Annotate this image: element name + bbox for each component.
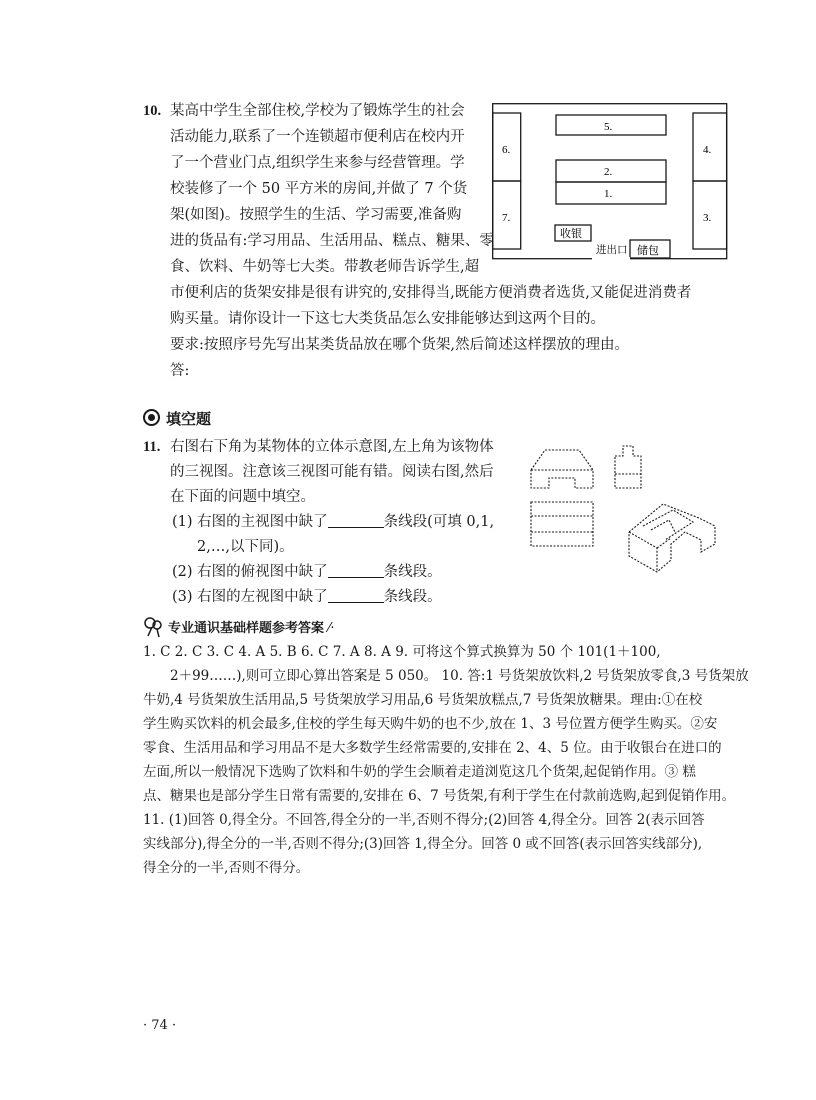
answer-line: 11. (1)回答 0,得全分。不回答,得全分的一半,否则不得分;(2)回答 4,得全分。回答 2(表示回答 — [143, 812, 705, 828]
q10-number: 10. — [143, 103, 162, 119]
answer-line: 实线部分),得全分的一半,否则不得分;(3)回答 1,得全分。回答 0 或不回答(表示回答实线部分), — [143, 836, 703, 852]
q10-line: 食、饮料、牛奶等七大类。带教老师告诉学生,超 — [170, 259, 480, 275]
q11-sub1-cont: 2,…,以下同)。 — [197, 539, 294, 555]
blank-line — [328, 513, 384, 528]
shelf-4-label: 4. — [703, 144, 712, 156]
q10-line: 进的货品有:学习用品、生活用品、糕点、糖果、零 — [170, 233, 494, 249]
section-heading — [143, 408, 211, 429]
q10-line: 要求:按照序号先写出某类货品放在哪个货架,然后简述这样摆放的理由。 — [170, 337, 629, 353]
blank-line — [328, 588, 384, 603]
bullet-circle-icon — [143, 409, 160, 426]
isometric-view — [629, 504, 715, 572]
q11-line: 在下面的问题中填空。 — [170, 489, 315, 505]
q11-line: 的三视图。注意该三视图可能有错。阅读右图,然后 — [170, 464, 494, 480]
entrance-label: 进出口 — [596, 245, 628, 256]
top-view — [531, 502, 593, 546]
blank-line — [328, 563, 384, 578]
three-view-figure — [525, 440, 725, 580]
q11-sub2: (2) 右图的俯视图中缺了 条线段。 — [172, 564, 442, 580]
q11-line: 右图右下角为某物体的立体示意图,左上角为该物体 — [170, 439, 494, 455]
q10-line: 架(如图)。按照学生的生活、学习需要,准备购 — [170, 207, 462, 223]
answers-header-title: 专业通识基础样题参考答案 — [168, 621, 325, 636]
page-number: · 74 · — [143, 1018, 177, 1033]
keys-icon — [143, 616, 165, 638]
storage-label: 储包 — [637, 245, 659, 257]
q10-line: 校装修了一个 50 平方米的房间,并做了 7 个货 — [170, 181, 468, 197]
q10-line: 购买量。请你设计一下这七大类货品怎么安排能够达到这两个目的。 — [170, 311, 605, 327]
answer-line: 2＋99……),则可立即心算出答案是 5 050。 10. 答:1 号货架放饮料,2 号货架放零食,3 号货架放 — [170, 668, 749, 684]
shelf-1-label: 1. — [604, 188, 613, 200]
cashier-label: 收银 — [560, 228, 582, 240]
q10-line: 市便利店的货架安排是很有讲究的,安排得当,既能方便消费者选货,又能促进消费者 — [170, 285, 692, 301]
shelf-6-label: 6. — [502, 144, 511, 156]
answer-line: 学生购买饮料的机会最多,住校的学生每天购牛奶的也不少,放在 1、3 号位置方便学生购买。②安 — [143, 716, 718, 732]
front-view — [531, 450, 593, 488]
answer-line: 点、糖果也是部分学生日常有需要的,安排在 6、7 号货架,有利于学生在付款前选购,起到促销作用。 — [143, 788, 736, 804]
q10-line: 了一个营业门点,组织学生来参与经营管理。学 — [170, 155, 465, 171]
q11-number: 11. — [143, 439, 161, 455]
answer-line: 左面,所以一般情况下选购了饮料和牛奶的学生会顺着走道浏览这几个货架,起促销作用。③ 糕 — [143, 764, 696, 780]
q10-answer-prompt: 答: — [170, 363, 190, 379]
answer-line: 得全分的一半,否则不得分。 — [143, 860, 310, 876]
shelf-2-label: 2. — [604, 166, 613, 178]
shelf-3-label: 3. — [703, 212, 712, 224]
answers-header: 专业通识基础样题参考答案 ⁄· — [143, 616, 334, 638]
q11-sub1: (1) 右图的主视图中缺了 条线段(可填 0,1, — [172, 514, 495, 530]
answer-line: 牛奶,4 号货架放生活用品,5 号货架放学习用品,6 号货架放糕点,7 号货架放糖果。理由:①在校 — [143, 692, 703, 708]
answer-line: 零食、生活用品和学习用品不是大多数学生经常需要的,安排在 2、4、5 位。由于收银台在进口的 — [143, 740, 722, 756]
section-title: 填空题 — [166, 410, 212, 428]
answer-line: 1. C 2. C 3. C 4. A 5. B 6. C 7. A 8. A 9. 可将这个算式换算为 50 个 101(1＋100, — [143, 644, 661, 660]
q11-sub3: (3) 右图的左视图中缺了 条线段。 — [172, 589, 442, 605]
side-view — [615, 446, 641, 488]
store-layout-diagram — [492, 103, 728, 263]
q10-line: 某高中学生全部住校,学校为了锻炼学生的社会 — [170, 103, 465, 119]
q10-line: 活动能力,联系了一个连锁超市便利店在校内开 — [170, 129, 465, 145]
shelf-7-label: 7. — [502, 212, 511, 224]
shelf-5-label: 5. — [604, 121, 613, 133]
